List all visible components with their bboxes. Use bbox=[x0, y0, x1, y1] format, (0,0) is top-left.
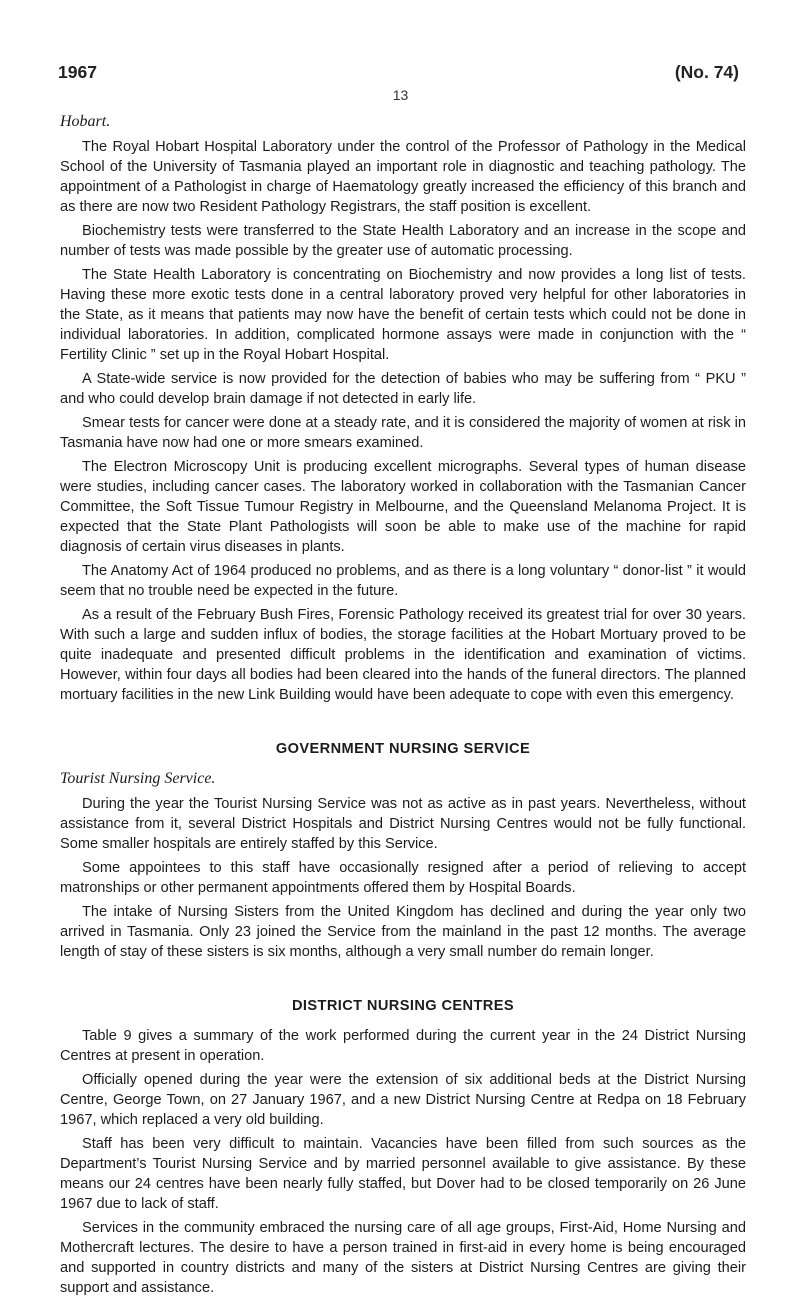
section-heading-government-nursing: GOVERNMENT NURSING SERVICE bbox=[275, 741, 531, 757]
paragraph: Smear tests for cancer were done at a steady rate, and it is considered the majority of women at risk in Tasmania have now had one or more smears examined. bbox=[60, 415, 746, 451]
paragraph: Services in the community embraced the nursing care of all age groups, First-Aid, Home Nursing and Mothercraft lectures. The desire to have a person trained in first-aid in every home is being encouraged and supported in country districts and many of the sisters at District Nursing Centres are giving their support and assistance. bbox=[60, 1220, 746, 1296]
paragraph: The intake of Nursing Sisters from the United Kingdom has declined and during the year only two arrived in Tasmania. Only 23 joined the Service from the mainland in the past 12 months. The average length of stay of these sisters is six months, although a very small number do remain longer. bbox=[60, 904, 746, 960]
paragraph: The Royal Hobart Hospital Laboratory under the control of the Professor of Pathology in the Medical School of the University of Tasmania played an important role in diagnostic and teaching pathology. The appointment of a Pathologist in charge of Haematology greatly increased the efficiency of this branch and as there are now two Resident Pathology Registrars, the staff position is excellent. bbox=[60, 139, 746, 215]
paragraph: Officially opened during the year were the extension of six additional beds at the District Nursing Centre, George Town, on 27 January 1967, and a new District Nursing Centre at Redpa on 18 February 1967, which replaced a very old building. bbox=[60, 1072, 746, 1128]
page-number: 13 bbox=[392, 87, 409, 103]
paragraph: The Electron Microscopy Unit is producing excellent micrographs. Several types of human disease were studies, including cancer cases. The laboratory worked in collaboration with the Tasmanian Cancer Committee, the Soft Tissue Tumour Registry in Melbourne, and the Queensland Melanoma Project. It is expected that the State Plant Pathologists will soon be able to make use of the machine for rapid diagnosis of certain virus diseases in plants. bbox=[60, 459, 746, 555]
paragraph: During the year the Tourist Nursing Service was not as active as in past years. Nevertheless, without assistance from it, several District Hospitals and District Nursing Centres would not be fully functional. Some smaller hospitals are entirely staffed by this Service. bbox=[60, 796, 746, 852]
paragraph: The State Health Laboratory is concentrating on Biochemistry and now provides a long list of tests. Having these more exotic tests done in a central laboratory proved very helpful for other laboratories in the State, as it means that patients may now have the benefit of certain tests which could not be done in individual laboratories. In addition, complicated hormone assays were made in conjunction with the “ Fertility Clinic ” set up in the Royal Hobart Hospital. bbox=[60, 267, 746, 363]
page-body bbox=[60, 112, 746, 1302]
paragraph: The Anatomy Act of 1964 produced no problems, and as there is a long voluntary “ donor-list ” it would seem that no trouble need be expected in the future. bbox=[60, 563, 746, 599]
section-heading-district-nursing: DISTRICT NURSING CENTRES bbox=[291, 998, 515, 1014]
paragraph: As a result of the February Bush Fires, Forensic Pathology received its greatest trial for over 30 years. With such a large and sudden influx of bodies, the storage facilities at the Hobart Mortuary proved to be quite inadequate and presented difficult problems in the identification and examination of victims. However, within four days all bodies had been cleared into the hands of the funeral directors. The planned mortuary facilities in the new Link Building would have been adequate to cope with even this emergency. bbox=[60, 607, 746, 703]
hobart-heading: Hobart. bbox=[60, 113, 111, 130]
paragraph: Some appointees to this staff have occasionally resigned after a period of relieving to accept matronships or other permanent appointments offered them by Hospital Boards. bbox=[60, 860, 746, 896]
paragraph: Staff has been very difficult to maintain. Vacancies have been filled from such sources as the Department’s Tourist Nursing Service and by married personnel available to give assistance. By these means our 24 centres have been nearly fully staffed, but Dover had to be closed temporarily on 26 June 1967 due to lack of staff. bbox=[60, 1136, 746, 1212]
paragraph: Table 9 gives a summary of the work performed during the current year in the 24 District Nursing Centres at present in operation. bbox=[60, 1028, 746, 1064]
tourist-nursing-heading: Tourist Nursing Service. bbox=[60, 770, 216, 787]
header-year: 1967 bbox=[58, 62, 97, 82]
header-paper-number: (No. 74) bbox=[674, 62, 739, 82]
paragraph: Biochemistry tests were transferred to the State Health Laboratory and an increase in the scope and number of tests was made possible by the greater use of automatic processing. bbox=[60, 223, 746, 259]
paragraph: A State-wide service is now provided for the detection of babies who may be suffering from “ PKU ” and who could develop brain damage if not detected in early life. bbox=[60, 371, 746, 407]
